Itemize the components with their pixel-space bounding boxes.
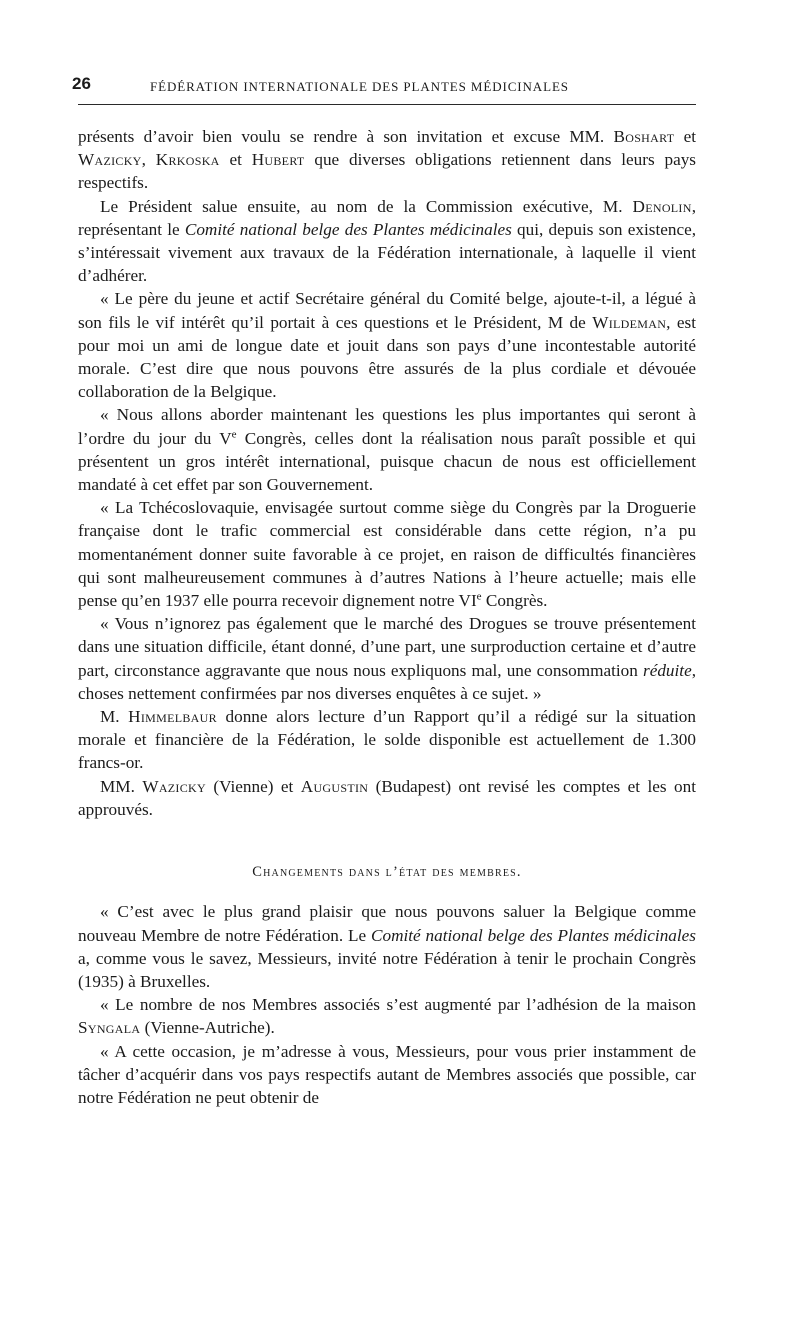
text-run: et — [219, 150, 252, 170]
text-run: , est pour moi un ami de longue date et jouit dans son pays d’une incontestable autorité morale. C’est dire que nous pouvons être assurés de la plus cordiale et dévouée collaboration de la Belgique. — [78, 312, 696, 402]
text-run: (Budapest) ont revisé les comptes et les ont approuvés. — [78, 776, 696, 819]
text-run: MM. — [100, 776, 143, 796]
text-run: présents d’avoir bien voulu se rendre à son invitation et excuse MM. — [78, 127, 614, 146]
person-name: Boshart — [613, 127, 675, 146]
body-text — [78, 125, 696, 1109]
text-run: que diverses obligations retiennent dans leurs pays respectifs. — [78, 150, 696, 193]
organization-name: Comité national belge des Plantes médicinales — [184, 219, 512, 239]
text-run: « Vous n’ignorez pas également que le marché des Drogues se trouve présentement dans une situation difficile, étant donné, d’une part, une surproduction certaine et d’autre part, circonstance aggravante que nous nous expliquons mal, une consommation — [78, 614, 696, 680]
paragraph-2 — [78, 195, 696, 288]
section-heading: Changements dans l’état des membres. — [252, 864, 522, 881]
person-name: Wazicky — [78, 150, 142, 170]
paragraph-1 — [78, 125, 696, 195]
person-name: Denolin — [632, 196, 692, 216]
paragraph-7 — [78, 705, 696, 775]
person-name: Himmelbaur — [128, 707, 217, 727]
person-name: Wazicky — [142, 776, 206, 796]
paragraph-5 — [78, 496, 696, 612]
text-run: , — [141, 150, 156, 170]
text-run: « A cette occasion, je m’adresse à vous, Messieurs, pour vous prier instamment de tâcher d’acquérir dans vos pays respectifs autant de Membres associés que possible, car notre Fédération ne peut obtenir de — [78, 1041, 696, 1107]
text-run: donne alors lecture d’un Rapport qu’il a rédigé sur la situation morale et financière de la Fédération, le solde disponible est actuellement de 1.300 francs-or. — [78, 707, 696, 773]
paragraph-4 — [78, 403, 696, 496]
emphasis: réduite — [643, 660, 692, 680]
text-run: (Vienne) et — [205, 776, 301, 796]
person-name: Augustin — [300, 776, 369, 796]
paragraph-6 — [78, 612, 696, 705]
text-run: , représentant le — [78, 196, 696, 239]
page — [72, 70, 696, 1109]
superscript: e — [476, 590, 482, 603]
person-name: Hubert — [251, 150, 305, 170]
superscript: e — [231, 427, 237, 440]
text-run: « Nous allons aborder maintenant les questions les plus importantes qui seront à l’ordre du jour du V — [78, 405, 696, 448]
section-paragraph-1 — [78, 900, 696, 993]
text-run: Congrès, celles dont la réalisation nous paraît possible et qui présentent un gros intérêt international, puisque chacun de nous est officiellement mandaté à cet effet par son Gouvernement. — [78, 428, 696, 495]
person-name: Wildeman — [592, 312, 667, 332]
text-run: Le Président salue ensuite, au nom de la Commission exécutive, M. — [100, 196, 633, 216]
text-run: qui, depuis son existence, s’intéressait vivement aux travaux de la Fédération internationale, à laquelle il vient d’adhérer. — [78, 219, 696, 286]
text-run: M. — [100, 707, 129, 727]
text-run: « Le nombre de nos Membres associés s’est augmenté par l’adhésion de la maison — [100, 995, 696, 1015]
organization-name: Comité national belge des Plantes médicinales — [371, 925, 696, 945]
text-run: « Le père du jeune et actif Secrétaire général du Comité belge, ajoute-t-il, a légué à son fils le vif intérêt qu’il portait à ces questions et le Président, M de — [78, 289, 696, 332]
running-head — [72, 70, 696, 105]
company-name: Syngala — [78, 1018, 141, 1038]
section-paragraph-3 — [78, 1040, 696, 1110]
section-paragraph-2 — [78, 993, 696, 1039]
text-run: a, comme vous le savez, Messieurs, invité notre Fédération à tenir le prochain Congrès (1935) à Bruxelles. — [78, 948, 696, 991]
text-run: , choses nettement confirmées par nos diverses enquêtes à ce sujet. » — [78, 660, 696, 703]
paragraph-8 — [78, 775, 696, 821]
paragraph-3 — [78, 287, 696, 403]
text-run: Congrès. — [481, 591, 548, 611]
text-run: et — [674, 127, 696, 146]
text-run: « C’est avec le plus grand plaisir que nous pouvons saluer la Belgique comme nouveau Membre de notre Fédération. Le — [78, 902, 696, 945]
page-number: 26 — [72, 74, 91, 93]
running-title: FÉDÉRATION INTERNATIONALE DES PLANTES MÉDICINALES — [150, 79, 569, 94]
text-run: « La Tchécoslovaquie, envisagée surtout comme siège du Congrès par la Droguerie française dont le trafic commercial est considérable dans cette région, n’a pu momentanément donner suite favorable à ce projet, en raison de difficultés financières qui sont malheureusement communes à d’autres Nations à l’heure actuelle; mais elle pense qu’en 1937 elle pourra recevoir dignement notre VI — [78, 498, 696, 611]
person-name: Krkoska — [155, 150, 220, 170]
text-run: (Vienne-Autriche). — [140, 1018, 275, 1038]
